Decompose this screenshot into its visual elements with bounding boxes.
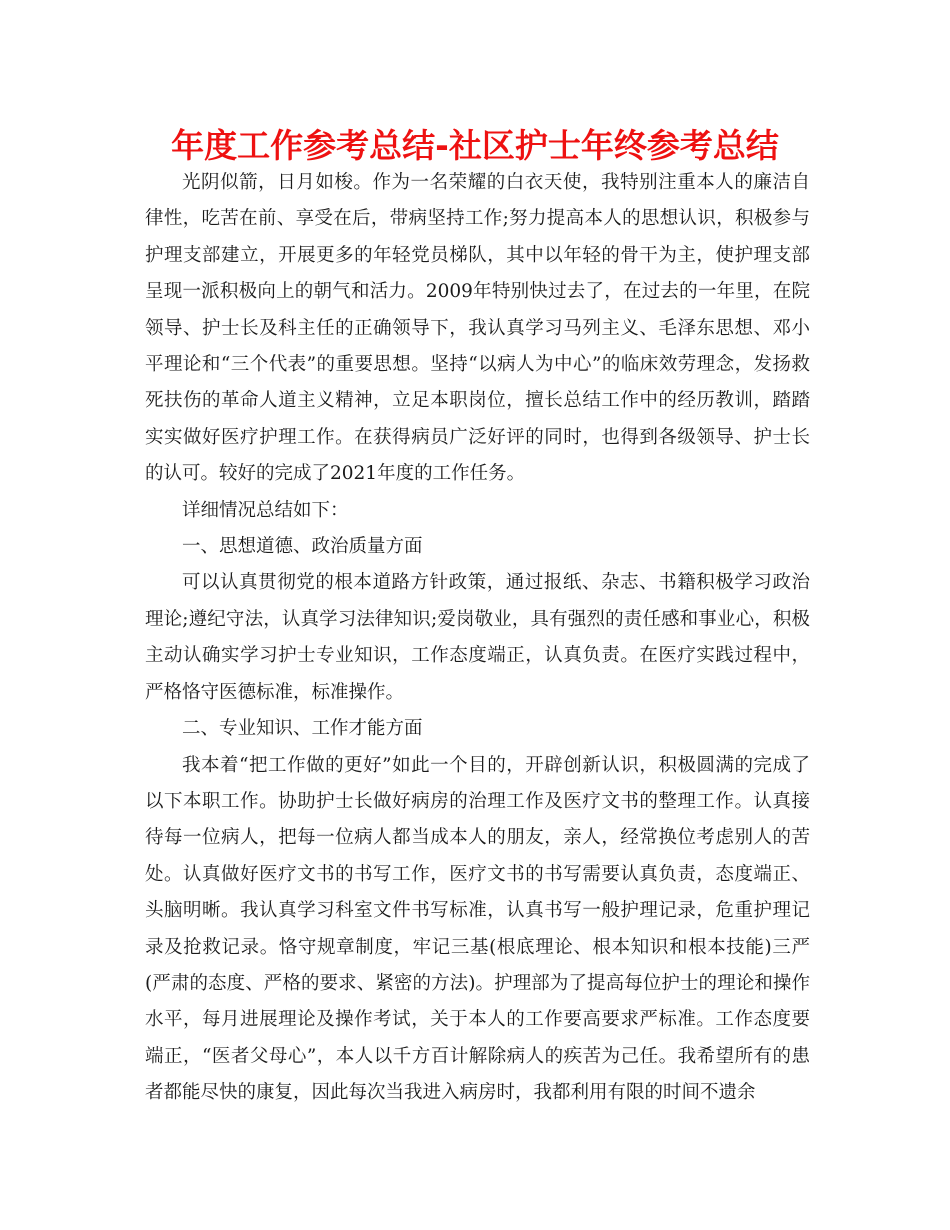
document-title: 年度工作参考总结-社区护士年终参考总结 — [171, 126, 779, 165]
paragraph-ideology: 可以认真贯彻党的根本道路方针政策，通过报纸、杂志、书籍积极学习政治理论;遵纪守法，认真学习法律知识;爱岗敬业，具有强烈的责任感和事业心，积极主动认确实学习护士专业知识，工作态度端正，认真负责。在医疗实践过程中，严格恪守医德标准，标准操作。 — [145, 572, 810, 703]
paragraph-professional: 我本着“把工作做的更好”如此一个目的，开辟创新认识，积极圆满的完成了以下本职工作。协助护士长做好病房的治理工作及医疗文书的整理工作。认真接待每一位病人，把每一位病人都当成本人的朋友，亲人，经常换位考虑别人的苦处。认真做好医疗文书的书写工作，医疗文书的书写需要认真负责，态度端正、头脑明晰。我认真学习科室文件书写标准，认真书写一般护理记录，危重护理记录及抢救记录。恪守规章制度，牢记三基(根底理论、根本知识和根本技能)三严(严肃的态度、严格的要求、紧密的方法)。护理部为了提高每位护士的理论和操作水平，每月进展理论及操作考试，关于本人的工作要高要求严标准。工作态度要端正，“医者父母心”，本人以千方百计解除病人的疾苦为己任。我希望所有的患者都能尽快的康复，因此每次当我进入病房时，我都利用有限的时间不遗余 — [145, 754, 810, 1104]
paragraph-summary-lead: 详细情况总结如下： — [182, 499, 349, 521]
paragraph-intro: 光阴似箭，日月如梭。作为一名荣耀的白衣天使，我特别注重本人的廉洁自律性，吃苦在前、享受在后，带病坚持工作;努力提高本人的思想认识，积极参与护理支部建立，开展更多的年轻党员梯队，其中以年轻的骨干为主，使护理支部呈现一派积极向上的朝气和活力。2009年特别快过去了，在过去的一年里，在院领导、护士长及科主任的正确领导下，我认真学习马列主义、毛泽东思想、邓小平理论和“三个代表”的重要思想。坚持“以病人为中心”的临床效劳理念，发扬救死扶伤的革命人道主义精神，立足本职岗位，擅长总结工作中的经历教训，踏踏实实做好医疗护理工作。在获得病员广泛好评的同时，也得到各级领导、护士长的认可。较好的完成了2021年度的工作任务。 — [145, 172, 810, 485]
section-heading-professional: 二、专业知识、工作才能方面 — [182, 718, 423, 740]
section-heading-ideology: 一、思想道德、政治质量方面 — [182, 536, 423, 558]
document-body — [145, 165, 810, 1112]
